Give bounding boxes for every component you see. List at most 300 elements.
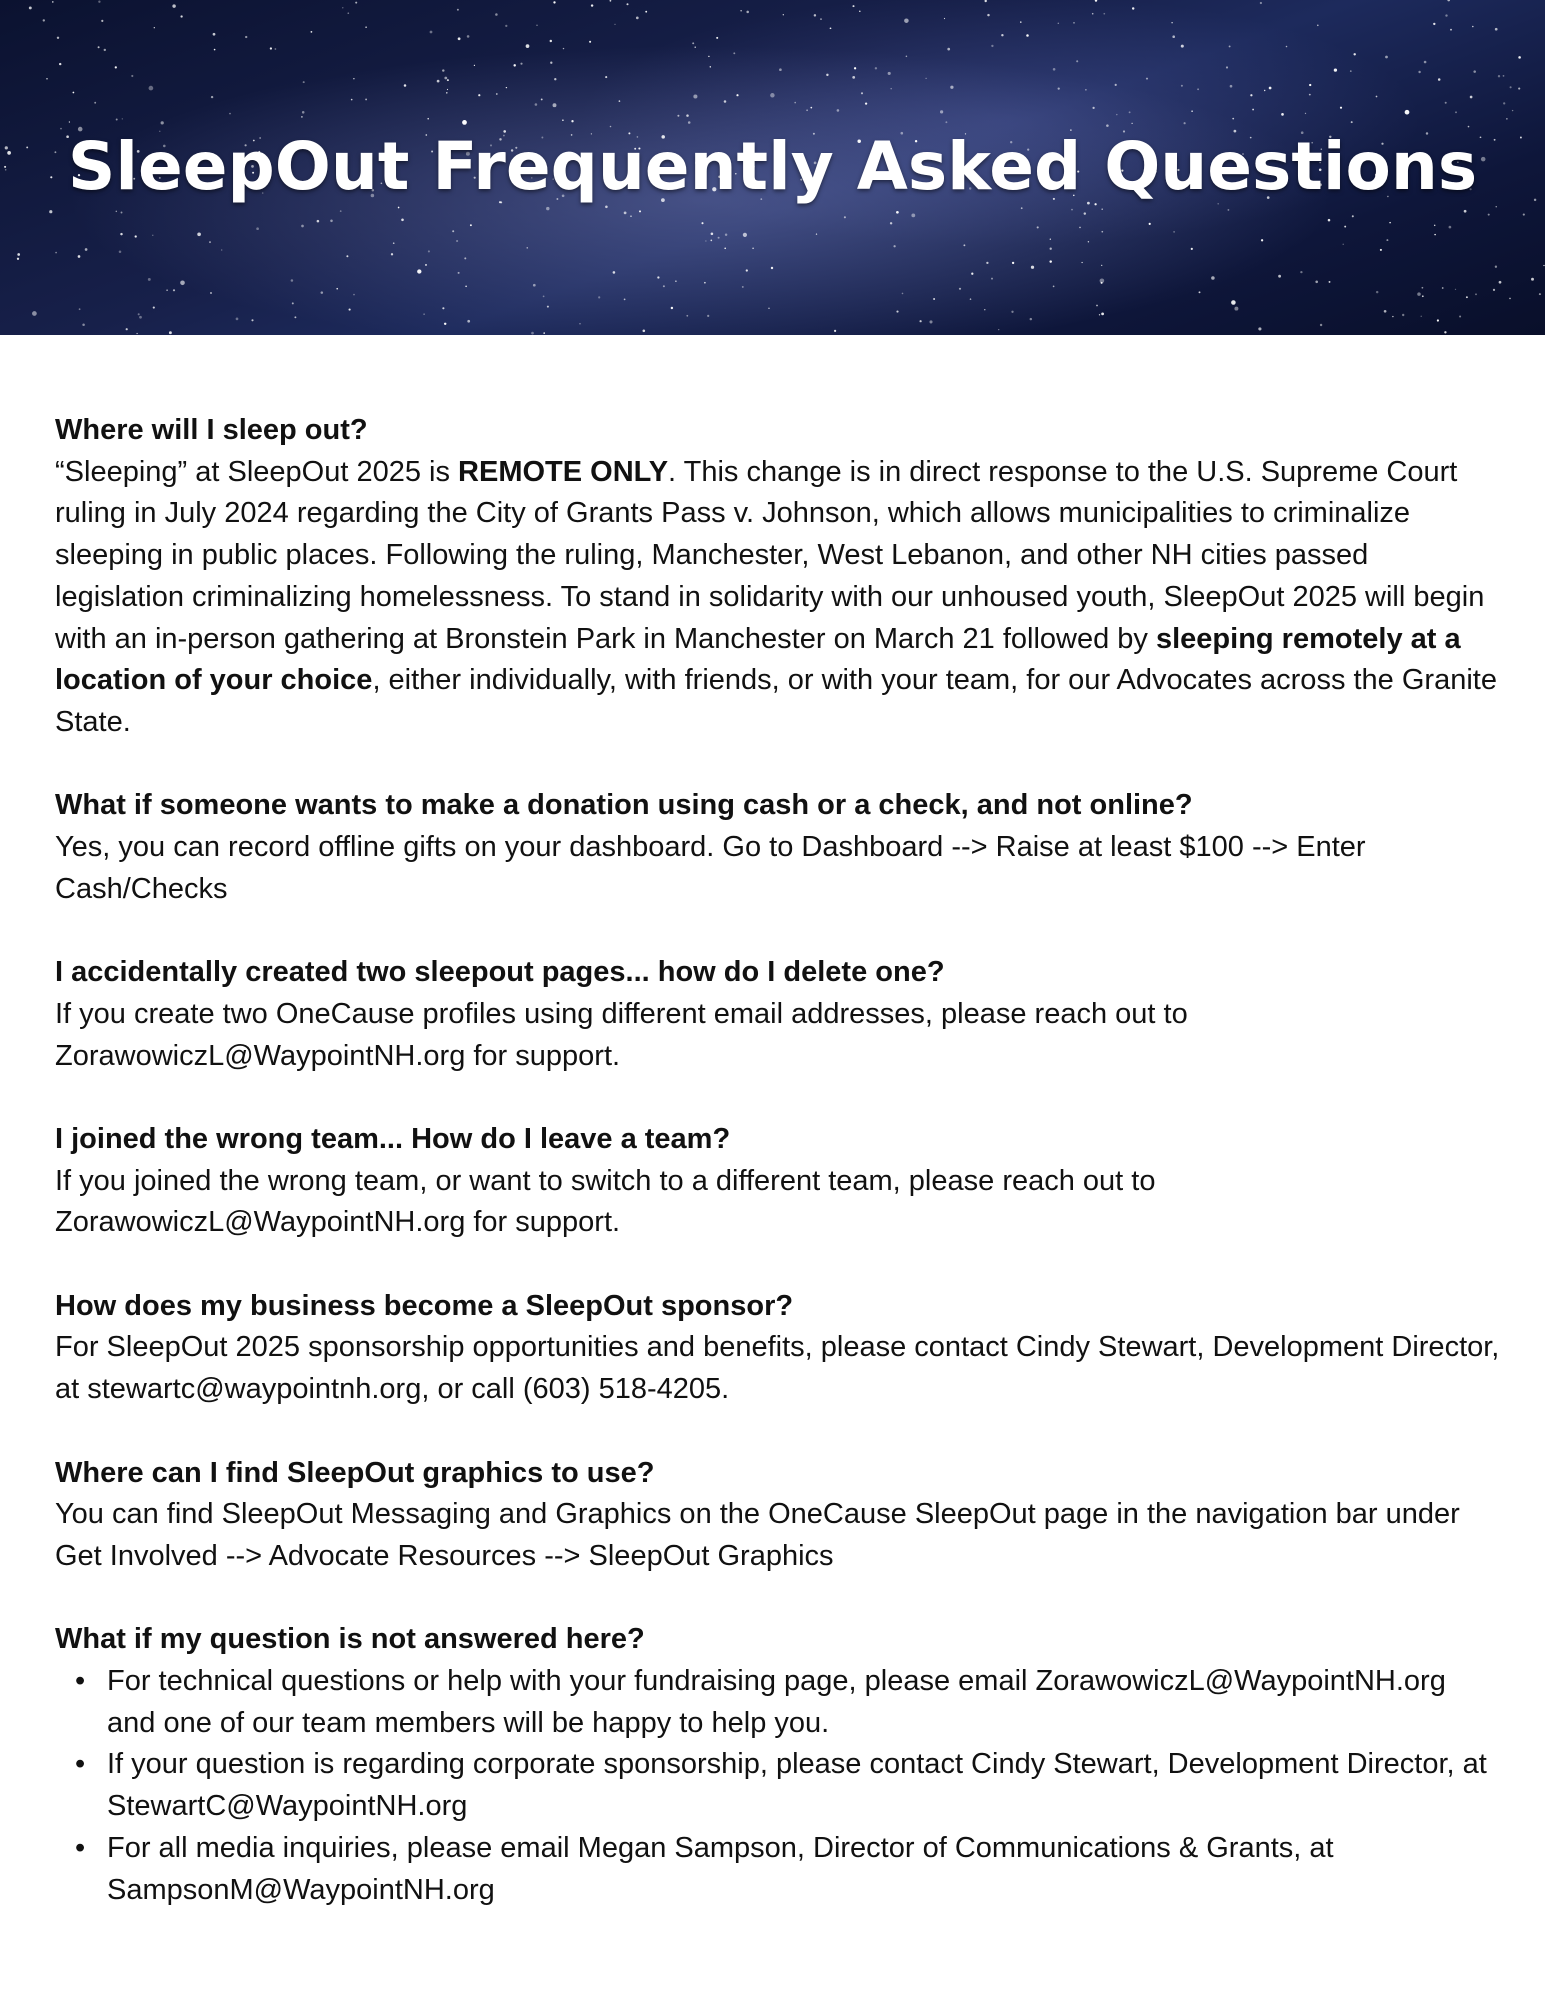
star bbox=[236, 318, 239, 321]
star bbox=[1450, 29, 1452, 31]
star bbox=[643, 330, 646, 333]
star bbox=[816, 233, 817, 234]
star bbox=[724, 248, 726, 250]
star bbox=[1258, 327, 1261, 330]
star bbox=[543, 332, 545, 334]
star bbox=[211, 96, 213, 98]
star bbox=[1334, 68, 1337, 71]
star bbox=[906, 56, 908, 58]
star bbox=[1449, 226, 1452, 229]
star bbox=[166, 289, 168, 291]
star bbox=[527, 247, 528, 248]
star bbox=[1503, 102, 1505, 104]
star bbox=[1269, 87, 1272, 90]
star bbox=[444, 323, 446, 325]
star bbox=[859, 10, 861, 12]
star bbox=[17, 258, 19, 260]
star bbox=[135, 235, 137, 237]
star bbox=[1389, 222, 1391, 224]
answer-text: , either individually, with friends, or with your team, for our Advocates across the Granite State. bbox=[55, 664, 1497, 738]
star bbox=[1421, 316, 1422, 317]
star bbox=[861, 92, 863, 94]
star bbox=[783, 14, 784, 15]
star bbox=[1470, 96, 1473, 99]
star bbox=[1012, 262, 1014, 264]
star bbox=[1351, 121, 1353, 123]
star bbox=[79, 308, 81, 310]
star bbox=[1417, 292, 1421, 296]
star bbox=[710, 240, 712, 242]
star bbox=[1329, 281, 1331, 283]
star bbox=[820, 18, 821, 19]
star bbox=[1011, 311, 1013, 313]
star bbox=[428, 250, 430, 252]
star bbox=[743, 233, 747, 237]
star bbox=[467, 35, 470, 38]
star bbox=[911, 213, 915, 217]
header-banner bbox=[0, 0, 1545, 335]
star bbox=[526, 44, 530, 48]
star bbox=[116, 211, 117, 212]
star bbox=[17, 253, 20, 256]
star bbox=[1092, 13, 1094, 15]
faq-item-other-questions bbox=[55, 1619, 1500, 1911]
star bbox=[865, 102, 867, 104]
star bbox=[214, 49, 216, 51]
faq-item-delete-page bbox=[55, 952, 1500, 1077]
star bbox=[149, 86, 154, 91]
star bbox=[546, 207, 549, 210]
star bbox=[209, 241, 211, 243]
star bbox=[275, 48, 277, 50]
star bbox=[718, 237, 720, 239]
star bbox=[1438, 78, 1441, 81]
star bbox=[708, 56, 709, 57]
star bbox=[768, 308, 769, 309]
star bbox=[138, 313, 140, 315]
star bbox=[302, 111, 305, 114]
star bbox=[688, 121, 691, 124]
star bbox=[1466, 296, 1468, 298]
star bbox=[770, 93, 774, 97]
star bbox=[353, 294, 355, 296]
star bbox=[852, 76, 855, 79]
star bbox=[1300, 271, 1302, 273]
star bbox=[1132, 7, 1134, 9]
star bbox=[1320, 324, 1322, 326]
answer-text: . This change is in direct response to the U.S. Supreme Court ruling in July 2024 regarding the City of Grants Pass v. Johnson, which allows municipalities to criminalize sleeping in public places. Following the ruling, Manchester, West Lebanon, and other NH cities passed legislation criminalizing homelessness. To stand in solidarity with our unhoused youth, SleepOut 2025 will begin with an in-person gathering at Bronstein Park in Manchester on March 21 followed by bbox=[55, 455, 1485, 655]
star bbox=[711, 233, 714, 236]
faq-question: What if someone wants to make a donation using cash or a check, and not online? bbox=[55, 789, 1193, 822]
bullet-item-media bbox=[55, 1828, 1500, 1911]
faq-question: How does my business become a SleepOut sponsor? bbox=[55, 1289, 794, 1322]
star bbox=[707, 315, 709, 317]
star bbox=[940, 110, 943, 113]
star bbox=[161, 121, 164, 124]
faq-item-sponsor bbox=[55, 1286, 1500, 1411]
star bbox=[311, 31, 313, 33]
star bbox=[32, 311, 37, 316]
star bbox=[154, 27, 155, 28]
star bbox=[1499, 281, 1502, 284]
star bbox=[657, 276, 659, 278]
star bbox=[1053, 286, 1055, 288]
star bbox=[1510, 86, 1512, 88]
star bbox=[834, 330, 836, 332]
star bbox=[733, 52, 735, 54]
star bbox=[292, 302, 294, 304]
star bbox=[1184, 122, 1186, 124]
star bbox=[197, 232, 201, 236]
star bbox=[986, 262, 988, 264]
star bbox=[401, 218, 404, 221]
star bbox=[693, 94, 697, 98]
star bbox=[1422, 295, 1424, 297]
star bbox=[1099, 314, 1100, 315]
star bbox=[970, 298, 972, 300]
faq-item-leave-team bbox=[55, 1119, 1500, 1244]
star bbox=[213, 33, 216, 36]
star bbox=[1261, 239, 1263, 241]
star bbox=[1264, 90, 1265, 91]
star bbox=[553, 1, 555, 3]
star bbox=[442, 69, 444, 71]
star bbox=[746, 11, 749, 14]
faq-answer: For SleepOut 2025 sponsorship opportunities and benefits, please contact Cindy Stewart, Development Director, at stewartc@waypointnh.org, or call (603) 518-4205. bbox=[55, 1331, 1500, 1406]
star bbox=[1317, 25, 1319, 27]
star bbox=[29, 6, 32, 9]
star bbox=[1488, 214, 1490, 216]
star bbox=[474, 65, 475, 66]
star bbox=[1252, 109, 1254, 111]
answer-emphasis-sleep-remotely: sleeping remotely at a location of your choice bbox=[55, 622, 1461, 697]
star bbox=[101, 20, 103, 22]
star bbox=[598, 296, 600, 298]
star bbox=[1385, 56, 1388, 59]
star bbox=[645, 11, 647, 13]
star bbox=[1442, 287, 1444, 289]
star bbox=[1380, 249, 1382, 251]
star bbox=[136, 333, 137, 334]
star bbox=[1493, 289, 1495, 291]
star bbox=[116, 119, 118, 121]
star bbox=[1531, 278, 1534, 281]
star bbox=[1230, 85, 1233, 88]
faq-item-offline-donation bbox=[55, 785, 1500, 910]
star bbox=[705, 240, 706, 241]
star bbox=[126, 328, 128, 330]
star bbox=[888, 72, 891, 75]
star bbox=[43, 19, 45, 21]
star bbox=[251, 319, 253, 321]
star bbox=[1473, 70, 1476, 73]
star bbox=[1229, 45, 1231, 47]
star bbox=[543, 296, 545, 298]
star bbox=[437, 80, 440, 83]
star bbox=[619, 100, 621, 102]
star bbox=[1434, 234, 1435, 235]
star bbox=[1226, 66, 1228, 68]
star bbox=[1129, 111, 1131, 113]
star bbox=[342, 7, 343, 8]
contact-bullet-list bbox=[55, 1661, 1500, 1911]
star bbox=[229, 113, 231, 115]
star bbox=[57, 37, 59, 39]
star bbox=[1340, 107, 1342, 109]
star bbox=[933, 298, 935, 300]
star bbox=[1050, 248, 1052, 250]
star bbox=[1305, 113, 1306, 114]
star bbox=[624, 299, 626, 301]
star bbox=[1211, 276, 1215, 280]
star bbox=[1096, 305, 1098, 307]
star bbox=[430, 31, 433, 34]
star bbox=[104, 49, 106, 51]
star bbox=[854, 67, 856, 69]
faq-answer: If you create two OneCause profiles using different email addresses, please reach out to ZorawowiczL@WaypointNH.org for support. bbox=[55, 997, 1188, 1072]
star bbox=[554, 78, 556, 80]
star bbox=[794, 102, 796, 104]
star bbox=[506, 87, 507, 88]
star bbox=[1498, 75, 1500, 77]
star bbox=[46, 78, 48, 80]
star bbox=[1232, 118, 1234, 120]
star bbox=[1026, 34, 1029, 37]
bullet-text: For technical questions or help with your fundraising page, please email ZorawowiczL@WaypointNH.org and one of our team members will be happy to help you. bbox=[107, 1665, 1446, 1739]
star bbox=[896, 311, 898, 313]
star bbox=[172, 4, 175, 7]
star bbox=[1092, 107, 1094, 109]
star bbox=[221, 249, 222, 250]
star bbox=[1173, 231, 1175, 233]
star bbox=[959, 288, 961, 290]
star bbox=[614, 24, 615, 25]
star bbox=[610, 0, 612, 2]
star bbox=[330, 220, 333, 223]
star bbox=[1081, 262, 1082, 263]
star bbox=[663, 285, 665, 287]
star bbox=[746, 269, 748, 271]
bullet-icon: • bbox=[75, 1665, 86, 1697]
star bbox=[624, 212, 627, 215]
bullet-item-sponsorship bbox=[55, 1744, 1500, 1827]
star bbox=[1088, 241, 1089, 242]
star bbox=[1231, 300, 1236, 305]
star bbox=[998, 329, 999, 330]
star bbox=[55, 252, 57, 254]
faq-answer: Yes, you can record offline gifts on your dashboard. Go to Dashboard --> Raise at least $100 --> Enter Cash/Checks bbox=[55, 831, 1366, 905]
star bbox=[1101, 208, 1103, 210]
star bbox=[671, 307, 673, 309]
star bbox=[456, 240, 458, 242]
star bbox=[1250, 94, 1252, 96]
star bbox=[1234, 307, 1238, 311]
page-title: SleepOut Frequently Asked Questions bbox=[67, 128, 1478, 205]
star bbox=[716, 37, 718, 39]
faq-item-sleep-location bbox=[55, 410, 1500, 744]
star bbox=[457, 9, 459, 11]
star bbox=[1171, 22, 1172, 23]
star bbox=[550, 62, 552, 64]
star bbox=[78, 255, 81, 258]
star bbox=[122, 118, 123, 119]
star bbox=[1101, 265, 1102, 266]
star bbox=[1418, 71, 1420, 73]
star bbox=[303, 81, 305, 83]
star bbox=[131, 75, 133, 77]
bullet-icon: • bbox=[75, 1831, 86, 1864]
star bbox=[393, 242, 395, 244]
star bbox=[495, 13, 498, 16]
star bbox=[1512, 110, 1513, 111]
star bbox=[446, 92, 447, 93]
star bbox=[1191, 110, 1193, 112]
star bbox=[1076, 60, 1078, 62]
star bbox=[890, 222, 892, 224]
star bbox=[904, 18, 909, 23]
star bbox=[675, 280, 677, 282]
star bbox=[1021, 207, 1023, 209]
star bbox=[550, 40, 552, 42]
star bbox=[210, 292, 212, 294]
star bbox=[1181, 85, 1183, 87]
faq-question: I accidentally created two sleepout pages... how do I delete one? bbox=[55, 956, 945, 989]
star bbox=[173, 289, 175, 291]
star bbox=[270, 47, 272, 49]
faq-answer bbox=[55, 452, 1500, 744]
star bbox=[531, 332, 534, 335]
star bbox=[630, 215, 632, 217]
star bbox=[1496, 206, 1497, 207]
star bbox=[1386, 239, 1388, 241]
star bbox=[1353, 53, 1355, 55]
star bbox=[589, 41, 591, 43]
star bbox=[963, 244, 965, 246]
star bbox=[991, 278, 993, 280]
star bbox=[347, 12, 349, 14]
star bbox=[701, 222, 703, 224]
star bbox=[1101, 231, 1103, 233]
star bbox=[1472, 26, 1474, 28]
star bbox=[1464, 210, 1467, 213]
star bbox=[945, 121, 947, 123]
star bbox=[1103, 13, 1105, 15]
star bbox=[520, 63, 522, 65]
star bbox=[447, 79, 449, 81]
faq-question: Where will I sleep out? bbox=[55, 414, 368, 446]
star bbox=[1475, 293, 1477, 295]
star bbox=[536, 25, 537, 26]
star bbox=[513, 64, 515, 66]
star bbox=[291, 279, 294, 282]
star bbox=[1073, 22, 1074, 23]
star bbox=[639, 210, 641, 212]
star bbox=[452, 230, 454, 232]
answer-emphasis-remote-only: REMOTE ONLY bbox=[458, 455, 669, 488]
star bbox=[710, 66, 711, 67]
star bbox=[294, 316, 296, 318]
star bbox=[991, 45, 993, 47]
star bbox=[1405, 110, 1410, 115]
star bbox=[115, 66, 117, 68]
star bbox=[1455, 111, 1457, 113]
star bbox=[533, 284, 536, 287]
star bbox=[317, 220, 320, 223]
star bbox=[1260, 2, 1262, 4]
star bbox=[1433, 23, 1435, 25]
star bbox=[1343, 244, 1344, 245]
star bbox=[929, 320, 932, 323]
star bbox=[919, 320, 921, 322]
star bbox=[365, 26, 367, 28]
bullet-item-technical bbox=[55, 1661, 1500, 1744]
star bbox=[447, 89, 448, 90]
star bbox=[391, 253, 393, 255]
star bbox=[704, 282, 706, 284]
star bbox=[1197, 88, 1199, 90]
star bbox=[1309, 84, 1311, 86]
star bbox=[826, 74, 828, 76]
star bbox=[1031, 266, 1034, 269]
faq-content bbox=[55, 410, 1500, 1911]
star bbox=[464, 257, 466, 259]
star bbox=[458, 37, 461, 40]
star bbox=[814, 14, 816, 16]
star bbox=[353, 78, 354, 79]
star bbox=[944, 18, 945, 19]
star bbox=[245, 36, 247, 38]
star bbox=[505, 25, 507, 27]
star bbox=[1053, 68, 1056, 71]
star bbox=[605, 76, 607, 78]
star bbox=[423, 313, 425, 315]
star bbox=[1445, 14, 1447, 16]
star bbox=[467, 320, 470, 323]
star bbox=[1384, 310, 1387, 313]
star bbox=[837, 109, 840, 112]
faq-answer: If you joined the wrong team, or want to switch to a different team, please reach out to ZorawowiczL@WaypointNH.org for support. bbox=[55, 1164, 1156, 1239]
star bbox=[1422, 287, 1424, 289]
star bbox=[1518, 88, 1520, 90]
star bbox=[148, 278, 151, 281]
star bbox=[1495, 28, 1498, 31]
star bbox=[1434, 225, 1435, 226]
star bbox=[1503, 75, 1505, 77]
star bbox=[950, 86, 953, 89]
star bbox=[605, 206, 608, 209]
star bbox=[626, 3, 628, 5]
star bbox=[893, 245, 895, 247]
star bbox=[1286, 46, 1288, 48]
star bbox=[553, 103, 557, 107]
star bbox=[458, 272, 460, 274]
star bbox=[94, 102, 96, 104]
faq-question: What if my question is not answered here? bbox=[55, 1623, 645, 1656]
star bbox=[73, 92, 75, 94]
star bbox=[1084, 212, 1086, 214]
star bbox=[1146, 78, 1148, 80]
star bbox=[890, 88, 892, 90]
star bbox=[1344, 226, 1346, 228]
star bbox=[1328, 219, 1331, 222]
star bbox=[1281, 113, 1284, 116]
star bbox=[398, 207, 400, 209]
star bbox=[427, 118, 429, 120]
star bbox=[1101, 313, 1104, 316]
star bbox=[153, 307, 155, 309]
star bbox=[779, 68, 782, 71]
star bbox=[724, 100, 727, 103]
